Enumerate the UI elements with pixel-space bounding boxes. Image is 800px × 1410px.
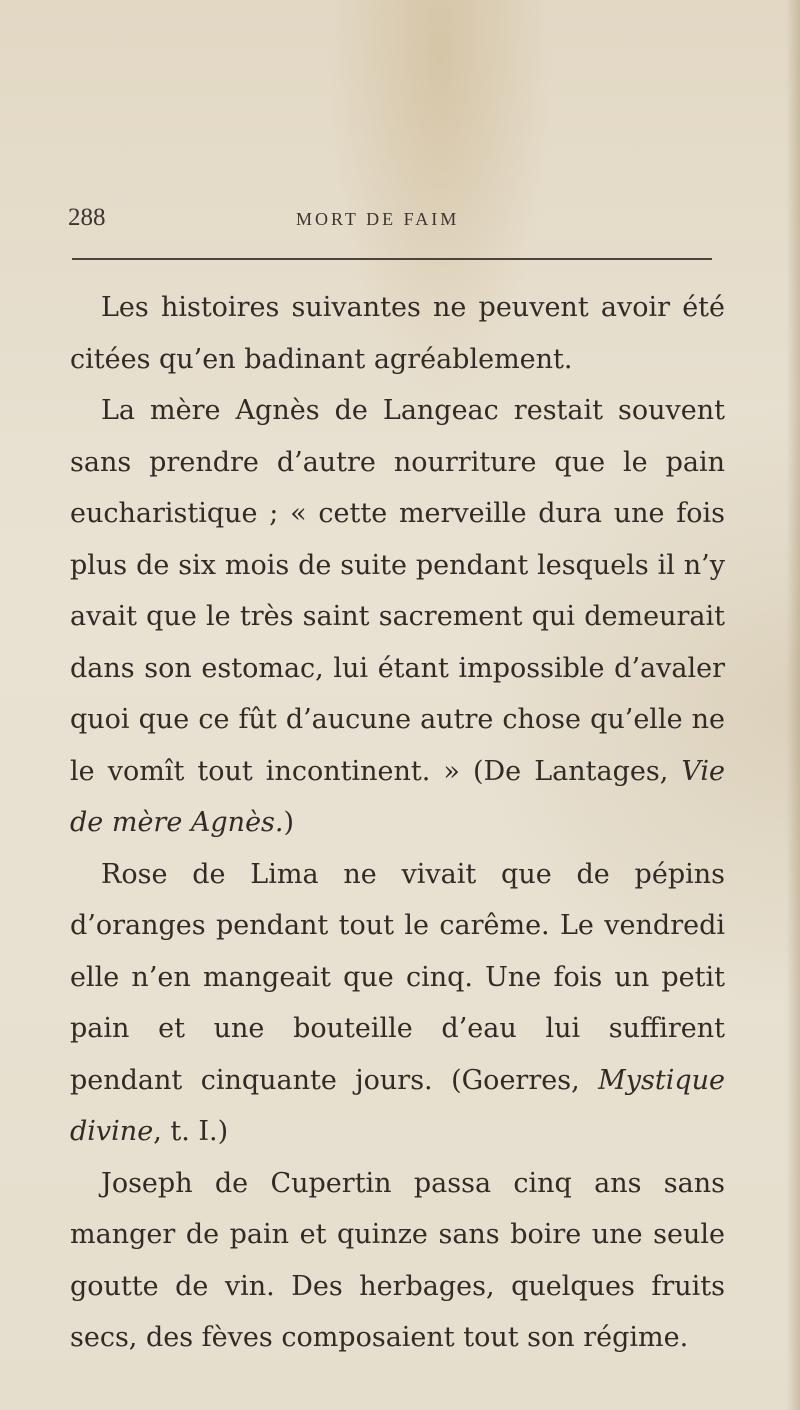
- paragraph-3-text: Rose de Lima ne vivait que de pépins d’oranges pendant tout le carême. Le vendredi elle n’en mangeait que cinq. Une fois un petit pain et une bouteille d’eau lui suffirent pendant cinquante jours. (Goerres,: [70, 858, 725, 1096]
- paragraph-2: [70, 385, 725, 849]
- running-head: [68, 204, 718, 240]
- paragraph-2-text-end: ): [283, 807, 295, 838]
- page-edge-shadow: [786, 0, 800, 1410]
- paragraph-4: [70, 1158, 725, 1364]
- paragraph-2-italic-title: Vie de mère Agnès.: [70, 755, 725, 838]
- paragraph-2-text: La mère Agnès de Langeac restait souvent sans prendre d’autre nourriture que le pain eucharistique ; « cette merveille dura une fois plus de six mois de suite pendant lesquels il n’y avait que le très saint sacrement qui demeurait dans son estomac, lui étant impossible d’avaler quoi que ce fût d’aucune autre chose qu’elle ne le vomît tout incontinent. » (De Lantages,: [70, 395, 725, 787]
- paragraph-3-italic-title: Mystique divine: [70, 1064, 725, 1147]
- paragraph-4-text: Joseph de Cupertin passa cinq ans sans manger de pain et quinze sans boire une seule goutte de vin. Des herbages, quelques fruits secs, des fèves composaient tout son régime.: [70, 1167, 725, 1353]
- paragraph-1-text: Les histoires suivantes ne peuvent avoir été citées qu’en badinant agréablement.: [70, 292, 725, 375]
- header-rule: [72, 258, 712, 260]
- body-text: [70, 282, 725, 1364]
- page-number: 288: [68, 204, 106, 231]
- running-title: MORT DE FAIM: [296, 209, 460, 229]
- paragraph-1: [70, 282, 725, 385]
- paragraph-3-text-end: , t. I.): [153, 1116, 229, 1147]
- paragraph-3: [70, 849, 725, 1158]
